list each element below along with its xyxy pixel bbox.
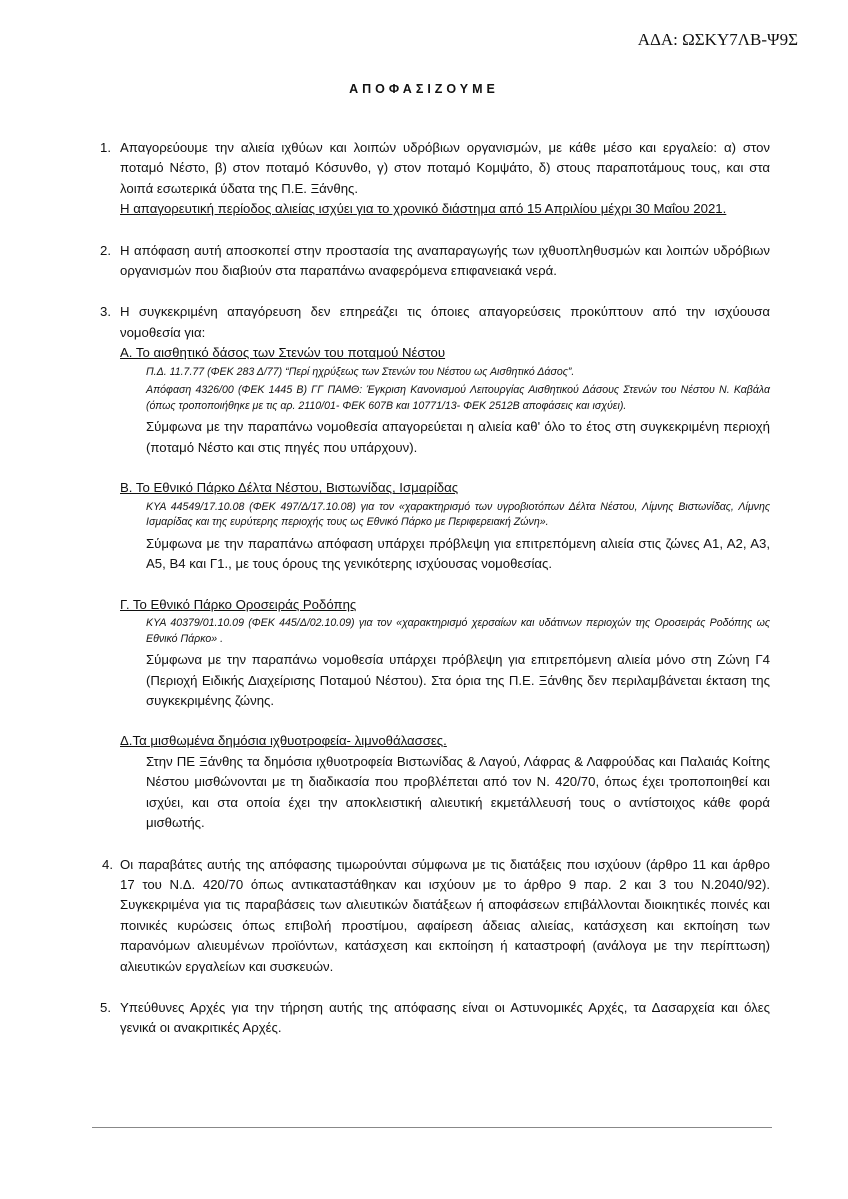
item-text: Η συγκεκριμένη απαγόρευση δεν επηρεάζει τις όποιες απαγορεύσεις προκύπτουν από την ισχύουσα νομοθεσία για:: [120, 304, 770, 340]
ada-code: ΑΔΑ: ΩΣΚΥ7ΛΒ-Ψ9Σ: [637, 30, 798, 49]
legal-reference: Απόφαση 4326/00 (ΦΕΚ 1445 Β) ΓΓ ΠΑΜΘ: Έγκριση Κανονισμού Λειτουργίας Αισθητικού Δάσους Στενών του Νέστου Ν. Καβάλα (όπως τροποποιήθηκε με τις αρ. 2110/01- ΦΕΚ 607Β και 10771/13- ΦΕΚ 2512Β αποφάσεις και ισχύει).: [146, 384, 770, 412]
section-title: Α. Το αισθητικό δάσος των Στενών του ποταμού Νέστου: [120, 345, 446, 361]
document-title: ΑΠΟΦΑΣΙΖΟΥΜΕ: [349, 82, 499, 96]
legal-reference: ΚΥΑ 44549/17.10.08 (ΦΕΚ 497/Δ/17.10.08) για τον «χαρακτηρισμό των υγροβιοτόπων Δέλτα Νέστου, Λίμνης Βιστωνίδας, Λίμνης Ισμαρίδας και της ευρύτερης περιοχής τους ως Εθνικό Πάρκο με Περιφερειακή Ζώνη».: [146, 500, 770, 529]
item-text: Απαγορεύουμε την αλιεία ιχθύων και λοιπών υδρόβιων οργανισμών, με κάθε μέσο και εργαλείο: α) στον ποταμό Νέστο, β) στον ποταμό Κόσυνθο, γ) στον ποταμό Κομψάτο, δ) στους παραποτάμους τους, και στα λοιπά εσωτερικά ύδατα της Π.Ε. Ξάνθης.: [120, 140, 770, 196]
section-title: Β. Το Εθνικό Πάρκο Δέλτα Νέστου, Βιστωνίδας, Ισμαρίδας: [120, 480, 459, 496]
item-number: 1.: [100, 140, 111, 155]
section-text: Σύμφωνα με την παραπάνω νομοθεσία απαγορεύεται η αλιεία καθ' όλο το έτος στη συγκεκριμένη περιοχή (ποταμό Νέστο και στις πηγές που υπάρχουν).: [146, 419, 770, 455]
legal-reference: ΚΥΑ 40379/01.10.09 (ΦΕΚ 445/Δ/02.10.09) για τον «χαρακτηρισμό χερσαίων και υδάτινων περιοχών της Οροσειράς Ροδόπης ως Εθνικό Πάρκο» .: [146, 617, 770, 645]
section-title: Γ. Το Εθνικό Πάρκο Οροσειράς Ροδόπης: [120, 596, 357, 612]
decision-item-1: [100, 138, 770, 220]
section-title: Δ.Τα μισθωμένα δημόσια ιχθυοτροφεία- λιμνοθάλασσες.: [120, 733, 447, 749]
section-text: Σύμφωνα με την παραπάνω απόφαση υπάρχει πρόβλεψη για επιτρεπόμενη αλιεία στις ζώνες Α1, Α2, Α3, Α5, Β4 και Γ1., με τους όρους της γενικότερης ισχύουσας νομοθεσίας.: [146, 535, 770, 572]
decision-item-4: [100, 855, 770, 977]
footer-divider: [92, 1127, 772, 1128]
decision-item-2: [100, 241, 770, 282]
legal-reference: Π.Δ. 11.7.77 (ΦΕΚ 283 Δ/77) “Περί ηχρύξεως των Στενών του Νέστου ως Αισθητικό Δάσος”.: [146, 365, 575, 378]
item-text: Οι παραβάτες αυτής της απόφασης τιμωρούνται σύμφωνα με τις διατάξεις που ισχύουν (άρθρο 11 και άρθρο 17 του Ν.Δ. 420/70 όπως αντικαταστάθηκαν και ισχύουν με το άρθρο 9 παρ. 2 και 3 του Ν.2040/92). Συγκεκριμένα για τις παραβάσεις των αλιευτικών διατάξεων ή αποφάσεων επιβάλλονται διοικητικές ποινές και ποινικές κυρώσεις όπως επιβολή προστίμου, αφαίρεση άδειας αλιείας, κατάσχεση και εκποίηση των παρανόμων αλιευμένων προϊόντων, κατάσχεση και εκποίηση ή καταστροφή (ανάλογα με την περίπτωση) αλιευτικών εργαλείων και συσκευών.: [120, 856, 770, 974]
section-text: Στην ΠΕ Ξάνθης τα δημόσια ιχθυοτροφεία Βιστωνίδας & Λαγού, Λάφρας & Λαφρούδας και Παλαιάς Κοίτης Νέστου μισθώνονται με τη διαδικασία που προβλέπεται από τον Ν. 420/70, όπως έχει τροποποιηθεί και ισχύει, και στα οποία έχει την αποκλειστική αλιευτική εκμετάλλευσή τους ο αντίστοιχος κάθε φορά μισθωτής.: [146, 753, 770, 831]
item-text: Υπεύθυνες Αρχές για την τήρηση αυτής της απόφασης είναι οι Αστυνομικές Αρχές, τα Δασαρχεία και όλες γενικά οι ανακριτικές Αρχές.: [120, 999, 770, 1036]
section-a: [120, 343, 770, 458]
decision-item-5: [100, 998, 770, 1039]
item-number: 4.: [102, 856, 113, 872]
prohibition-period: Η απαγορευτική περίοδος αλιείας ισχύει για το χρονικό διάστημα από 15 Απριλίου μέχρι 30 Μαΐου 2021.: [120, 201, 727, 217]
section-text: Σύμφωνα με την παραπάνω νομοθεσία υπάρχει πρόβλεψη για επιτρεπόμενη αλιεία μόνο στη Ζώνη Γ4 (Περιοχή Ειδικής Διαχείρισης Ποταμού Νέστου). Στα όρια της Π.Ε. Ξάνθης δεν περιλαμβάνεται έκταση της συγκεκριμένης ζώνης.: [146, 652, 770, 709]
decision-body: [100, 138, 770, 1060]
item-number: 3.: [100, 304, 111, 320]
section-b: [120, 478, 770, 574]
item-number: 2.: [100, 242, 111, 258]
item-number: 5.: [100, 999, 111, 1015]
decision-item-3: [100, 302, 770, 833]
section-d: [120, 731, 770, 833]
section-c: [120, 595, 770, 712]
item-text: Η απόφαση αυτή αποσκοπεί στην προστασία της αναπαραγωγής των ιχθυοπληθυσμών και λοιπών υδρόβιων οργανισμών που διαβιούν στα παραπάνω αναφερόμενα επιφανειακά νερά.: [120, 242, 770, 279]
